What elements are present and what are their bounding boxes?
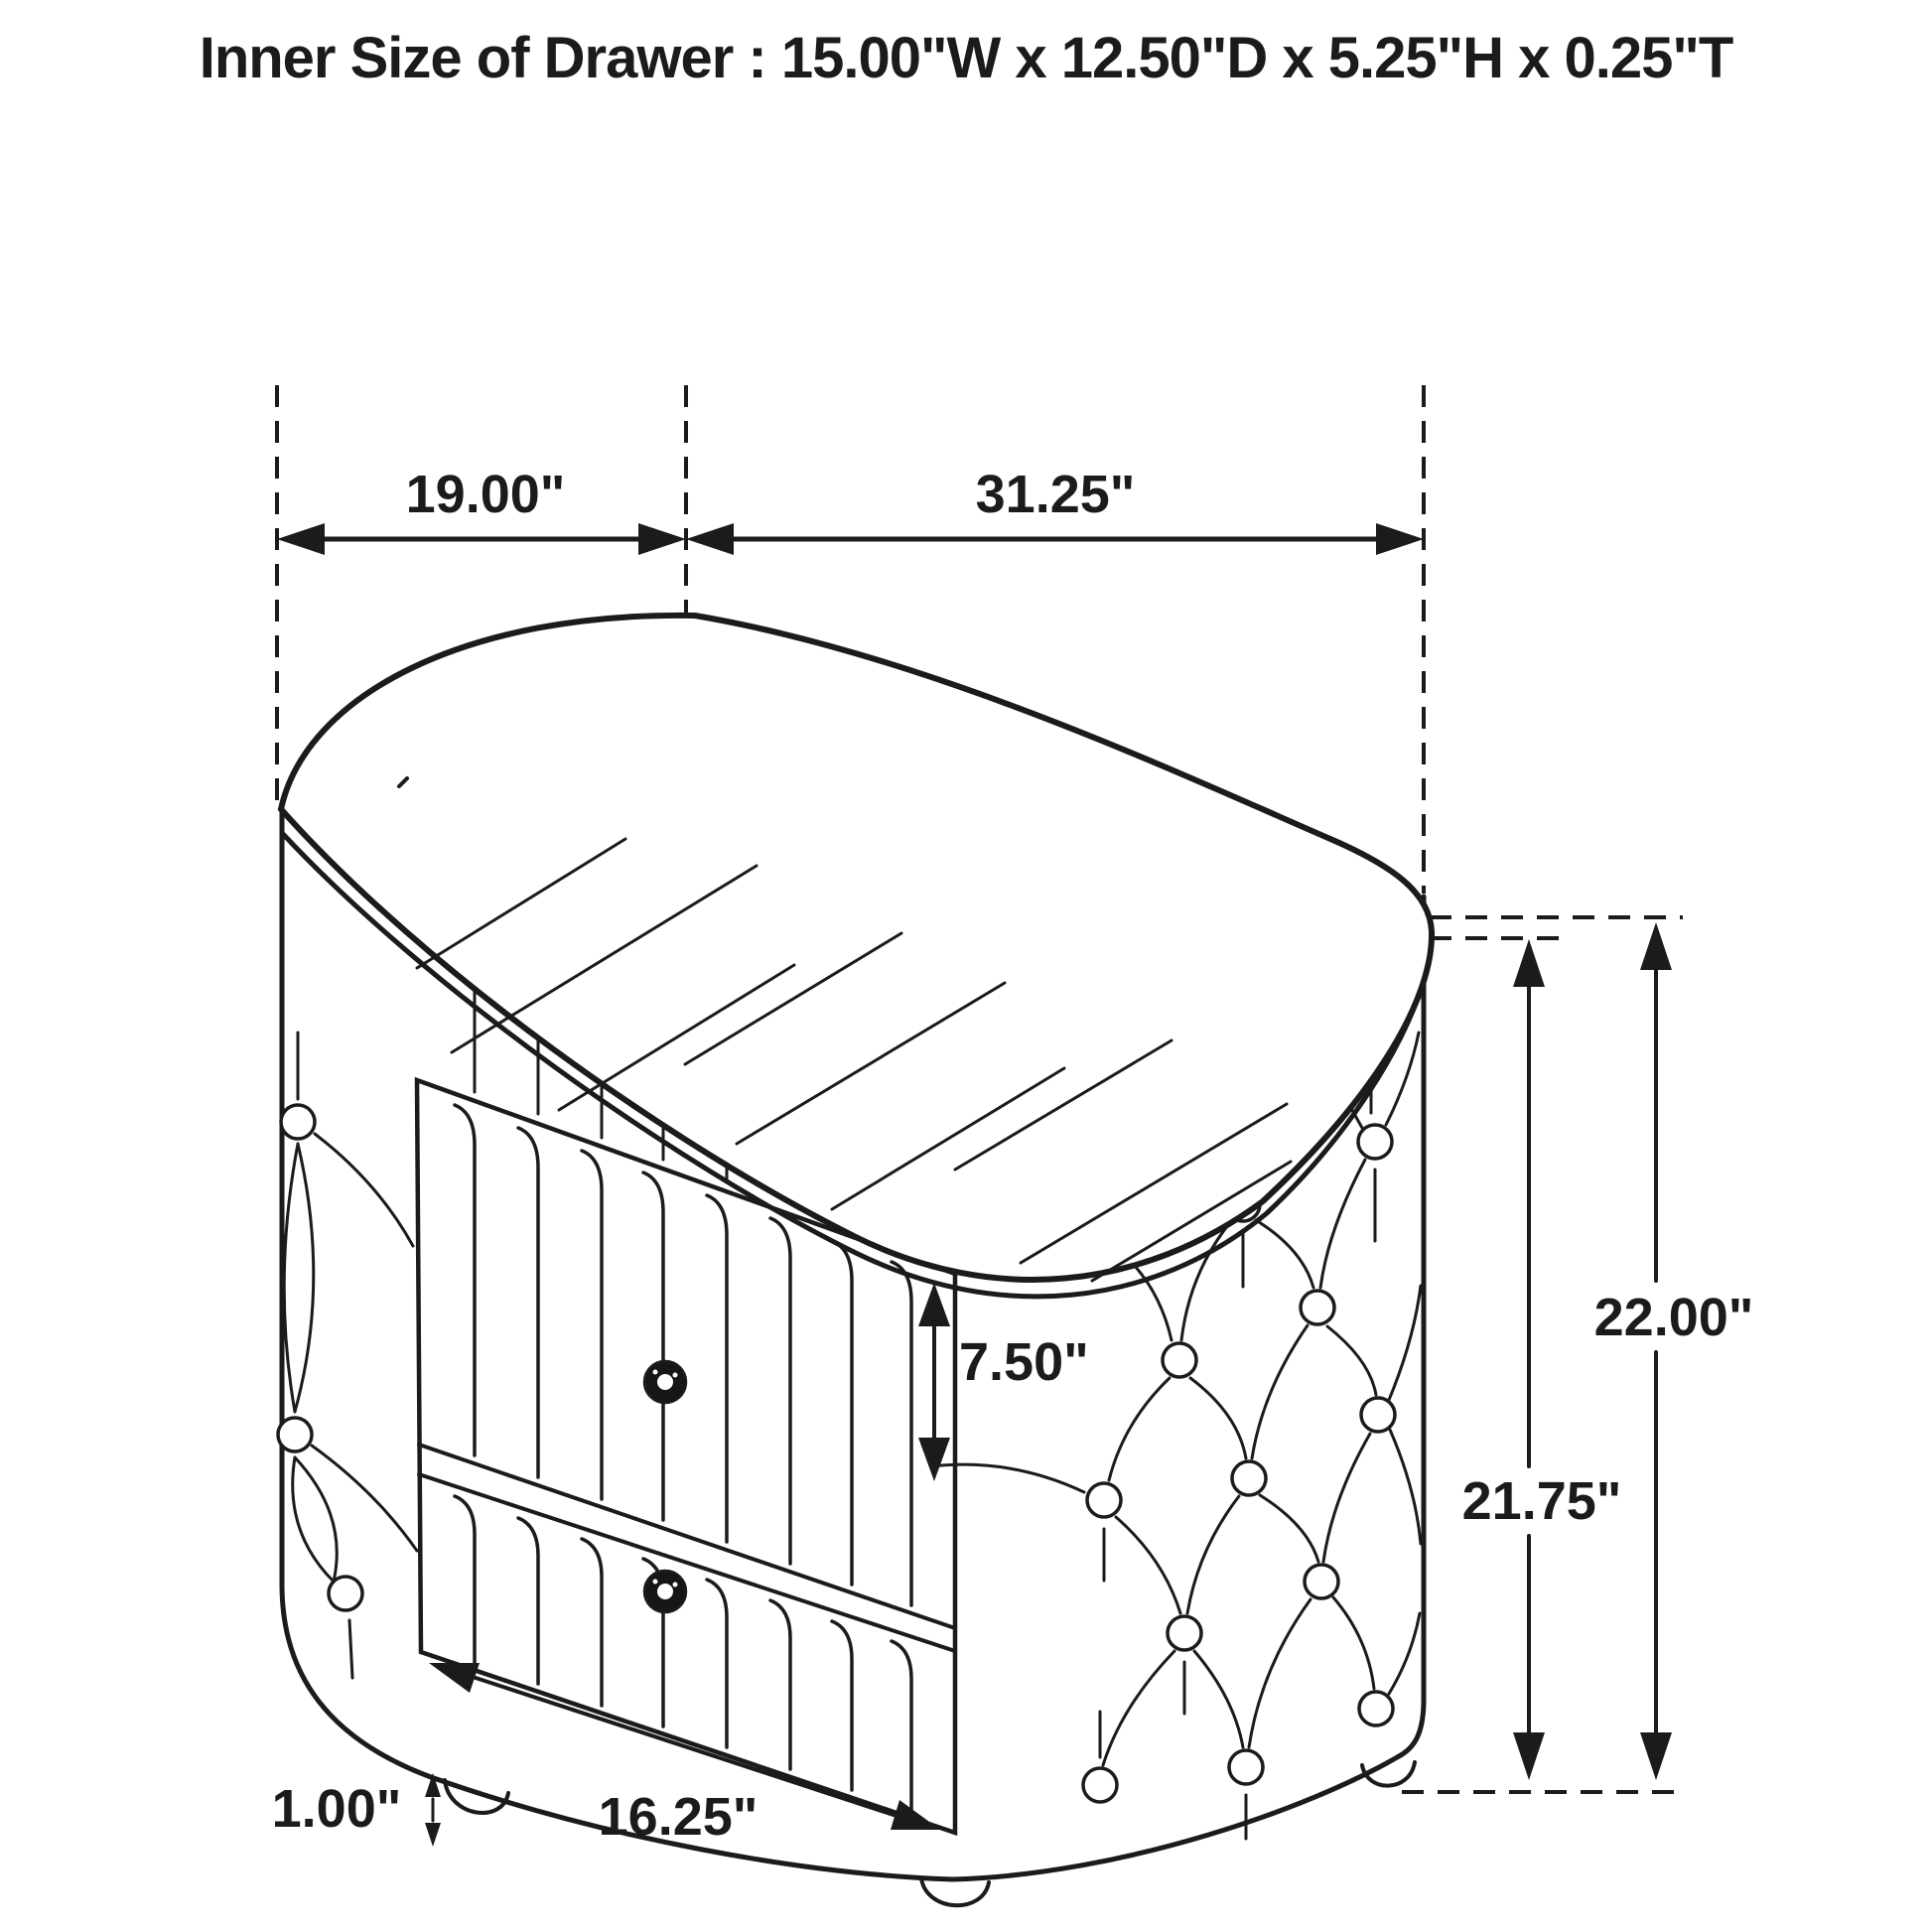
tuft-arc: [1320, 1160, 1365, 1288]
tuft-arc: [1389, 1286, 1421, 1400]
tufting-button: [1083, 1768, 1117, 1802]
tufting-button: [329, 1577, 362, 1610]
tufting-button: [1087, 1483, 1121, 1517]
label-top-right-width: 31.25": [975, 465, 1136, 524]
tufting-button: [1305, 1565, 1338, 1598]
knob-sparkle: [673, 1583, 678, 1587]
arrowhead-left-icon: [277, 523, 325, 555]
knob-sparkle: [673, 1373, 678, 1378]
knob-sparkle: [653, 1580, 658, 1585]
tuft-arc: [1194, 1651, 1243, 1747]
tufting-button: [1361, 1398, 1395, 1432]
arrowhead-down-small-icon: [425, 1823, 441, 1847]
tuft-arc: [1327, 1326, 1376, 1395]
label-overall-height: 22.00": [1593, 1288, 1754, 1347]
tufting-button: [1163, 1343, 1196, 1377]
arrowhead-up-icon: [1640, 922, 1672, 970]
tufting-button: [1232, 1461, 1266, 1495]
label-drawer-width: 16.25": [598, 1787, 759, 1847]
tuft-arc: [293, 1457, 334, 1582]
arrowhead-mid-right-icon: [638, 523, 686, 555]
tuft-arc: [1256, 1220, 1313, 1288]
tuft-arc: [1389, 1613, 1420, 1694]
dimension-heights-right: [1402, 917, 1753, 1792]
arrowhead-down-icon: [1513, 1732, 1545, 1780]
tufting-button: [1168, 1616, 1201, 1650]
label-body-height: 21.75": [1461, 1471, 1622, 1531]
arrowhead-mid-left-icon: [686, 523, 734, 555]
tuft-arc: [1323, 1434, 1370, 1562]
left-tufted-strip: [278, 1033, 417, 1678]
tuft-arc: [1260, 1495, 1318, 1562]
drawer-top-knob: [644, 1361, 686, 1403]
arrowhead-upleft-icon: [429, 1663, 480, 1693]
tuft-arc: [1333, 1597, 1374, 1689]
tuft-arc: [312, 1446, 417, 1551]
tuft-arc: [1103, 1651, 1174, 1765]
label-foot-height: 1.00": [271, 1779, 402, 1839]
tuft-arc: [1187, 1496, 1239, 1613]
tuft-arc: [1190, 1378, 1246, 1458]
arrowhead-right-icon: [1376, 523, 1424, 555]
tufting-button: [1358, 1125, 1392, 1159]
knob-hole: [657, 1584, 673, 1599]
tuft-arc: [295, 1144, 314, 1412]
front-center-foot: [921, 1878, 989, 1905]
tufting-button: [1359, 1692, 1393, 1725]
tuft-arc: [1249, 1599, 1311, 1747]
tuft-arc: [1116, 1517, 1180, 1613]
tufting-button: [278, 1418, 312, 1451]
tuft-arc: [315, 1134, 413, 1246]
diagram-title: Inner Size of Drawer : 15.00"W x 12.50"D x 5.25"H x 0.25"T: [199, 26, 1733, 90]
tuft-stem: [349, 1620, 352, 1678]
tuft-arc: [284, 1144, 298, 1412]
label-drawer-face-height: 7.50": [959, 1332, 1089, 1392]
tufting-button: [281, 1105, 315, 1139]
tufting-button: [1301, 1291, 1334, 1324]
dimension-foot-height: [272, 1773, 441, 1847]
tufting-button: [1229, 1750, 1263, 1784]
tuft-arc: [1109, 1378, 1170, 1480]
arrowhead-down-icon: [1640, 1732, 1672, 1780]
tuft-arc: [1390, 1430, 1421, 1544]
drawer-bottom-knob: [644, 1571, 686, 1612]
knob-sparkle: [653, 1370, 658, 1375]
label-top-left-width: 19.00": [405, 465, 566, 524]
arrowhead-up-icon: [1513, 939, 1545, 987]
knob-hole: [657, 1374, 673, 1390]
tuft-arc: [1252, 1325, 1308, 1458]
